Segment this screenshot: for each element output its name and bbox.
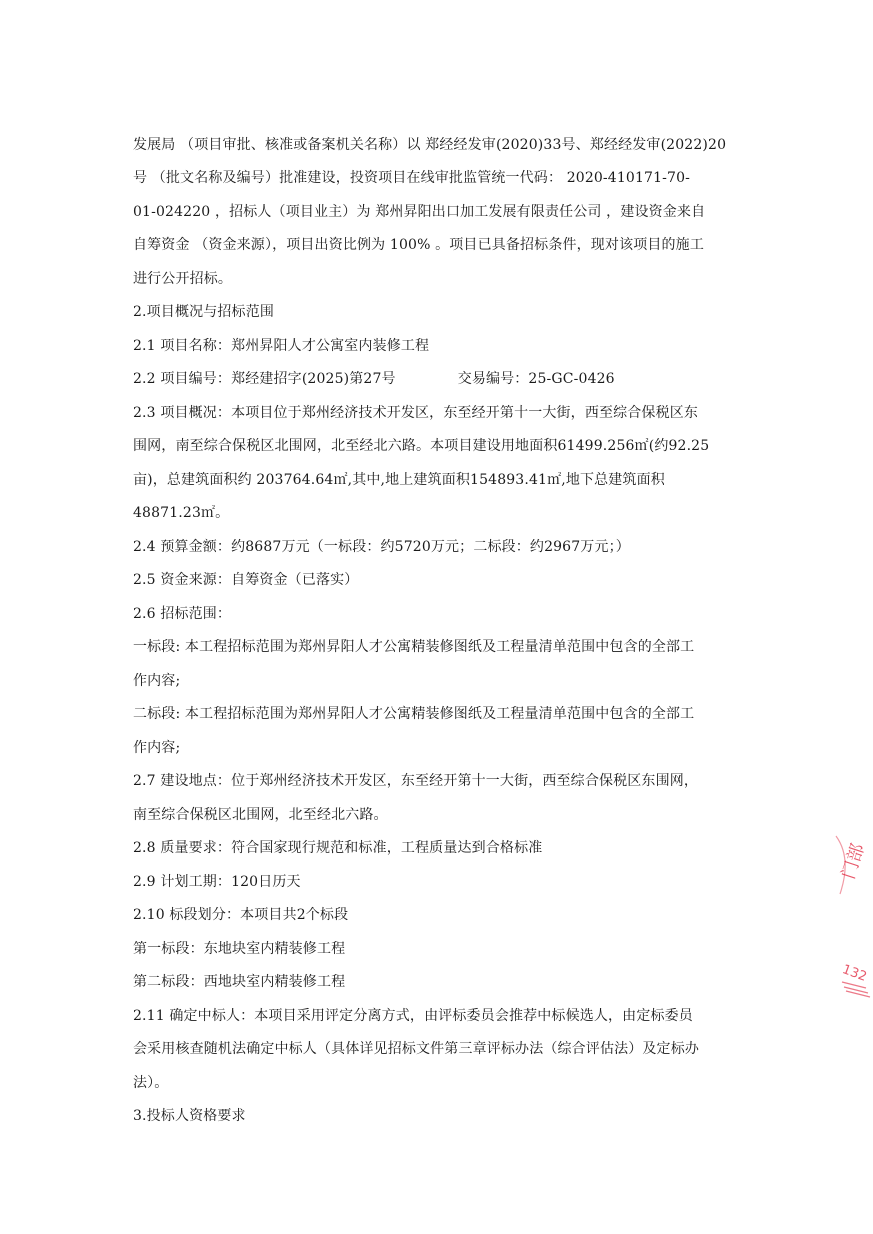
lot-2-name: 第二标段：西地块室内精装修工程 [133,974,346,990]
lot-1-name: 第一标段：东地块室内精装修工程 [133,941,346,957]
intro-line-4: 自筹资金 （资金来源），项目出资比例为 100% 。项目已具备招标条件，现对该项目的施工 [133,237,704,253]
item-2-3-line-4: 48871.23㎡。 [133,505,230,521]
item-2-11-line-3: 法）。 [133,1075,169,1091]
item-2-8-quality: 2.8 质量要求：符合国家现行规范和标准，工程质量达到合格标准 [133,840,543,856]
item-2-3-line-2: 围网，南至综合保税区北围网，北至经北六路。本项目建设用地面积61499.256㎡(约92.25 [133,438,710,454]
item-2-5-funding: 2.5 资金来源：自筹资金（已落实） [133,572,359,588]
lot-2-scope-line-2: 作内容; [133,740,181,756]
item-2-1-project-name: 2.1 项目名称：郑州昇阳人才公寓室内装修工程 [133,338,430,354]
item-2-9-duration: 2.9 计划工期：120日历天 [133,874,301,890]
item-2-11-line-2: 会采用核查随机法确定中标人（具体详见招标文件第三章评标办法（综合评估法）及定标办 [133,1041,699,1057]
item-2-3-line-3: 亩)，总建筑面积约 203764.64㎡,其中,地上建筑面积154893.41㎡,地下总建筑面积 [133,472,665,488]
trade-number: 交易编号：25-GC-0426 [457,371,615,387]
item-2-4-budget: 2.4 预算金额：约8687万元（一标段：约5720万元；二标段：约2967万元；） [133,539,630,555]
section-3-heading: 3.投标人资格要求 [133,1108,246,1124]
seal-arc [826,830,873,900]
intro-line-5: 进行公开招标。 [133,271,233,287]
intro-line-2: 号 （批文名称及编号）批准建设，投资项目在线审批监管统一代码： 2020-410171-70- [133,170,691,186]
lot-1-scope-line-2: 作内容; [133,673,181,689]
seal-fragment-upper: 门部 [837,841,869,882]
item-2-2-numbers [133,370,615,388]
seal-hatching [836,960,873,1000]
lot-1-scope-line-1: 一标段: 本工程招标范围为郑州昇阳人才公寓精装修图纸及工程量清单范围中包含的全部工 [133,639,695,655]
lot-2-scope-line-1: 二标段: 本工程招标范围为郑州昇阳人才公寓精装修图纸及工程量清单范围中包含的全部工 [133,706,695,722]
project-number: 2.2 项目编号：郑经建招字(2025)第27号 [133,371,396,387]
item-2-7-line-1: 2.7 建设地点：位于郑州经济技术开发区，东至经开第十一大街，西至综合保税区东围网， [133,773,699,789]
item-2-6-scope: 2.6 招标范围： [133,606,232,622]
intro-line-1: 发展局 （项目审批、核准或备案机关名称）以 郑经经发审(2020)33号、郑经经发审(2022)20 [133,137,727,153]
item-2-3-line-1: 2.3 项目概况：本项目位于郑州经济技术开发区，东至经开第十一大街，西至综合保税区东 [133,405,699,421]
seal-fragment-lower: 132 [840,962,869,985]
item-2-10-lots: 2.10 标段划分：本项目共2个标段 [133,907,349,923]
section-2-heading: 2.项目概况与招标范围 [133,304,275,320]
item-2-7-line-2: 南至综合保税区北围网，北至经北六路。 [133,807,388,823]
item-2-11-line-1: 2.11 确定中标人：本项目采用评定分离方式，由评标委员会推荐中标候选人，由定标委员 [133,1008,693,1024]
intro-line-3: 01-024220 ，招标人（项目业主）为 郑州昇阳出口加工发展有限责任公司 ，建设资金来自 [133,204,706,220]
